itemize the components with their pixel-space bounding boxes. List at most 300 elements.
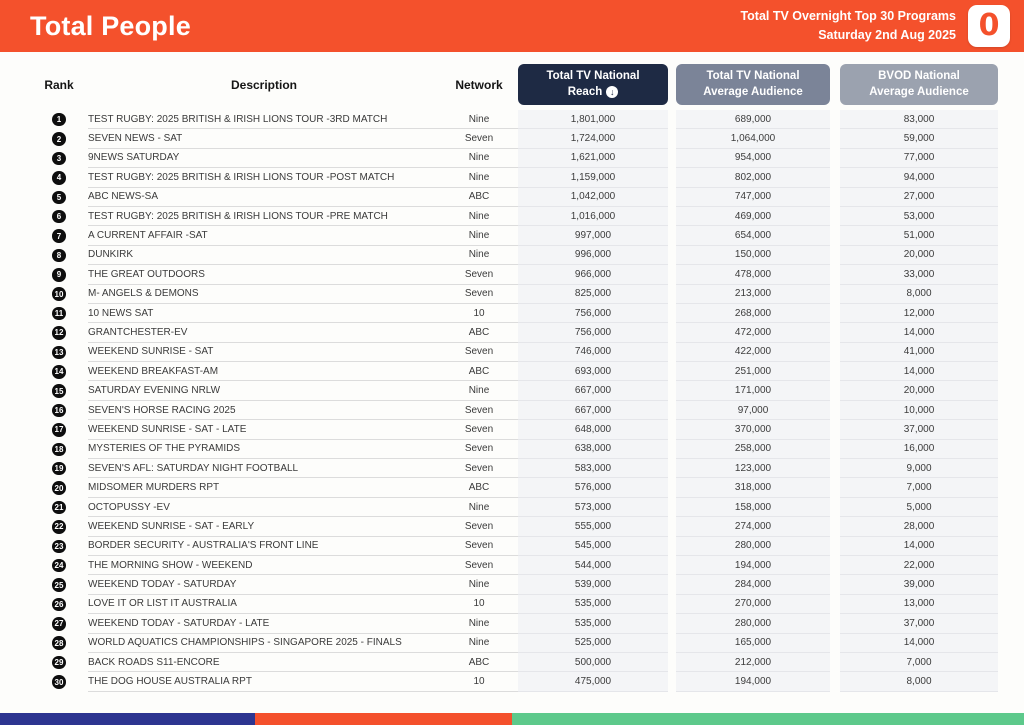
column-gutter bbox=[830, 459, 840, 478]
bvod-avg-audience-value: 27,000 bbox=[840, 188, 998, 207]
rank-cell bbox=[30, 498, 88, 517]
rank-cell bbox=[30, 265, 88, 284]
column-gutter bbox=[668, 226, 676, 245]
network-name: Seven bbox=[440, 265, 518, 284]
rank-badge: 17 bbox=[52, 423, 66, 437]
program-description: TEST RUGBY: 2025 BRITISH & IRISH LIONS TOUR -PRE MATCH bbox=[88, 207, 440, 226]
column-gutter bbox=[668, 304, 676, 323]
network-name: Seven bbox=[440, 129, 518, 148]
column-gutter bbox=[668, 285, 676, 304]
network-name: Seven bbox=[440, 556, 518, 575]
total-tv-reach-value: 1,016,000 bbox=[518, 207, 668, 226]
column-gutter bbox=[668, 672, 676, 691]
rank-cell bbox=[30, 478, 88, 497]
network-name: 10 bbox=[440, 672, 518, 691]
table-header-row bbox=[30, 62, 998, 107]
bvod-avg-audience-value: 20,000 bbox=[840, 381, 998, 400]
column-header-total-tv-reach[interactable] bbox=[518, 64, 668, 105]
program-description: WEEKEND TODAY - SATURDAY bbox=[88, 575, 440, 594]
total-tv-reach-value: 693,000 bbox=[518, 362, 668, 381]
column-gutter bbox=[830, 188, 840, 207]
table-row bbox=[30, 343, 998, 362]
table-row bbox=[30, 188, 998, 207]
column-gutter bbox=[830, 575, 840, 594]
bvod-avg-audience-value: 33,000 bbox=[840, 265, 998, 284]
column-header-total-tv-avg-audience bbox=[676, 64, 830, 105]
header-bar bbox=[0, 0, 1024, 52]
table-row bbox=[30, 265, 998, 284]
program-description: THE GREAT OUTDOORS bbox=[88, 265, 440, 284]
total-tv-reach-value: 966,000 bbox=[518, 265, 668, 284]
network-name: ABC bbox=[440, 323, 518, 342]
total-tv-reach-value: 475,000 bbox=[518, 672, 668, 691]
table-row bbox=[30, 575, 998, 594]
column-gutter bbox=[668, 575, 676, 594]
column-gutter bbox=[668, 478, 676, 497]
program-description: DUNKIRK bbox=[88, 246, 440, 265]
network-name: Nine bbox=[440, 226, 518, 245]
rank-cell bbox=[30, 149, 88, 168]
total-tv-reach-value: 756,000 bbox=[518, 323, 668, 342]
total-tv-avg-audience-value: 469,000 bbox=[676, 207, 830, 226]
column-gutter bbox=[668, 614, 676, 633]
rank-badge: 13 bbox=[52, 346, 66, 360]
report-subtitle-line1: Total TV Overnight Top 30 Programs bbox=[740, 9, 956, 24]
total-tv-avg-audience-value: 1,064,000 bbox=[676, 129, 830, 148]
total-tv-avg-audience-value: 318,000 bbox=[676, 478, 830, 497]
report-subtitle bbox=[740, 7, 956, 45]
table-row bbox=[30, 653, 998, 672]
column-gutter bbox=[668, 498, 676, 517]
total-tv-avg-audience-value: 274,000 bbox=[676, 517, 830, 536]
table-row bbox=[30, 362, 998, 381]
column-header-description: Description bbox=[230, 77, 297, 92]
table-row bbox=[30, 595, 998, 614]
footer-color-bar bbox=[0, 713, 1024, 725]
column-gutter bbox=[830, 381, 840, 400]
column-gutter bbox=[830, 653, 840, 672]
column-gutter bbox=[830, 420, 840, 439]
bvod-avg-audience-value: 77,000 bbox=[840, 149, 998, 168]
rank-cell bbox=[30, 226, 88, 245]
network-name: 10 bbox=[440, 595, 518, 614]
total-tv-avg-audience-value: 284,000 bbox=[676, 575, 830, 594]
total-tv-reach-value: 535,000 bbox=[518, 614, 668, 633]
reach-header-line1: Total TV National bbox=[546, 69, 640, 82]
total-tv-avg-audience-value: 422,000 bbox=[676, 343, 830, 362]
network-name: Seven bbox=[440, 440, 518, 459]
program-description: BACK ROADS S11-ENCORE bbox=[88, 653, 440, 672]
rank-badge: 26 bbox=[52, 598, 66, 612]
rank-cell bbox=[30, 614, 88, 633]
column-gutter bbox=[830, 517, 840, 536]
total-tv-reach-value: 1,042,000 bbox=[518, 188, 668, 207]
program-description: 10 NEWS SAT bbox=[88, 304, 440, 323]
bvod-header-line1: BVOD National bbox=[878, 69, 960, 82]
program-description: TEST RUGBY: 2025 BRITISH & IRISH LIONS TOUR -3RD MATCH bbox=[88, 110, 440, 129]
table-row bbox=[30, 614, 998, 633]
total-tv-avg-audience-value: 165,000 bbox=[676, 634, 830, 653]
network-name: ABC bbox=[440, 653, 518, 672]
rank-cell bbox=[30, 129, 88, 148]
column-gutter bbox=[668, 595, 676, 614]
table-row bbox=[30, 323, 998, 342]
table-row bbox=[30, 246, 998, 265]
rank-cell bbox=[30, 304, 88, 323]
total-tv-reach-value: 667,000 bbox=[518, 381, 668, 400]
table-row bbox=[30, 672, 998, 691]
rank-badge: 30 bbox=[52, 675, 66, 689]
network-name: Nine bbox=[440, 246, 518, 265]
total-tv-avg-audience-value: 689,000 bbox=[676, 110, 830, 129]
header-right bbox=[740, 5, 1010, 47]
rank-badge: 8 bbox=[52, 249, 66, 263]
program-description: SEVEN'S HORSE RACING 2025 bbox=[88, 401, 440, 420]
network-name: Seven bbox=[440, 420, 518, 439]
reach-header-label: Reach bbox=[567, 85, 603, 98]
column-gutter bbox=[830, 323, 840, 342]
column-gutter bbox=[830, 401, 840, 420]
column-gutter bbox=[830, 672, 840, 691]
column-gutter bbox=[668, 129, 676, 148]
rank-badge: 10 bbox=[52, 287, 66, 301]
rank-badge: 21 bbox=[52, 501, 66, 515]
program-description: BORDER SECURITY - AUSTRALIA'S FRONT LINE bbox=[88, 537, 440, 556]
rank-badge: 15 bbox=[52, 384, 66, 398]
column-gutter bbox=[668, 517, 676, 536]
rank-cell bbox=[30, 285, 88, 304]
column-gutter bbox=[668, 537, 676, 556]
column-gutter bbox=[830, 246, 840, 265]
program-description: THE DOG HOUSE AUSTRALIA RPT bbox=[88, 672, 440, 691]
network-name: Nine bbox=[440, 575, 518, 594]
column-gutter bbox=[668, 110, 676, 129]
total-tv-avg-audience-value: 268,000 bbox=[676, 304, 830, 323]
rank-badge: 9 bbox=[52, 268, 66, 282]
oztam-logo bbox=[968, 5, 1010, 47]
bvod-avg-audience-value: 37,000 bbox=[840, 614, 998, 633]
rank-cell bbox=[30, 401, 88, 420]
table-row bbox=[30, 168, 998, 187]
rank-badge: 5 bbox=[52, 191, 66, 205]
rank-badge: 1 bbox=[52, 113, 66, 127]
network-name: Nine bbox=[440, 498, 518, 517]
column-gutter bbox=[668, 556, 676, 575]
rank-cell bbox=[30, 420, 88, 439]
total-tv-avg-audience-value: 158,000 bbox=[676, 498, 830, 517]
column-gutter bbox=[668, 381, 676, 400]
table-row bbox=[30, 420, 998, 439]
table-row bbox=[30, 517, 998, 536]
column-gutter bbox=[668, 207, 676, 226]
total-tv-avg-audience-value: 123,000 bbox=[676, 459, 830, 478]
rank-badge: 3 bbox=[52, 152, 66, 166]
table-row bbox=[30, 149, 998, 168]
reach-header-line2 bbox=[568, 85, 619, 101]
rank-cell bbox=[30, 207, 88, 226]
rank-cell bbox=[30, 556, 88, 575]
total-tv-reach-value: 746,000 bbox=[518, 343, 668, 362]
column-gutter bbox=[668, 420, 676, 439]
total-tv-avg-audience-value: 194,000 bbox=[676, 672, 830, 691]
total-tv-reach-value: 544,000 bbox=[518, 556, 668, 575]
rank-cell bbox=[30, 343, 88, 362]
total-tv-reach-value: 996,000 bbox=[518, 246, 668, 265]
table-row bbox=[30, 478, 998, 497]
total-tv-reach-value: 638,000 bbox=[518, 440, 668, 459]
rank-badge: 28 bbox=[52, 636, 66, 650]
total-tv-reach-value: 535,000 bbox=[518, 595, 668, 614]
bvod-header-line2: Average Audience bbox=[869, 85, 969, 98]
column-gutter bbox=[668, 401, 676, 420]
program-description: M- ANGELS & DEMONS bbox=[88, 285, 440, 304]
network-name: Seven bbox=[440, 401, 518, 420]
table-row bbox=[30, 459, 998, 478]
rank-badge: 16 bbox=[52, 404, 66, 418]
network-name: Seven bbox=[440, 537, 518, 556]
column-gutter bbox=[668, 62, 676, 107]
bvod-avg-audience-value: 83,000 bbox=[840, 110, 998, 129]
report-subtitle-line2: Saturday 2nd Aug 2025 bbox=[818, 28, 956, 42]
total-tv-avg-audience-value: 171,000 bbox=[676, 381, 830, 400]
column-gutter bbox=[830, 265, 840, 284]
network-name: ABC bbox=[440, 362, 518, 381]
bvod-avg-audience-value: 94,000 bbox=[840, 168, 998, 187]
bvod-avg-audience-value: 20,000 bbox=[840, 246, 998, 265]
network-name: Nine bbox=[440, 634, 518, 653]
rank-cell bbox=[30, 459, 88, 478]
total-tv-avg-audience-value: 251,000 bbox=[676, 362, 830, 381]
program-description: WEEKEND BREAKFAST-AM bbox=[88, 362, 440, 381]
rank-cell bbox=[30, 381, 88, 400]
network-name: Nine bbox=[440, 207, 518, 226]
program-description: TEST RUGBY: 2025 BRITISH & IRISH LIONS TOUR -POST MATCH bbox=[88, 168, 440, 187]
column-gutter bbox=[668, 188, 676, 207]
table-row bbox=[30, 285, 998, 304]
total-tv-reach-value: 1,159,000 bbox=[518, 168, 668, 187]
rank-cell bbox=[30, 517, 88, 536]
total-tv-reach-value: 1,801,000 bbox=[518, 110, 668, 129]
program-description: SATURDAY EVENING NRLW bbox=[88, 381, 440, 400]
column-gutter bbox=[830, 343, 840, 362]
rank-badge: 12 bbox=[52, 326, 66, 340]
bvod-avg-audience-value: 53,000 bbox=[840, 207, 998, 226]
footer-segment-navy bbox=[0, 713, 255, 725]
total-tv-reach-value: 756,000 bbox=[518, 304, 668, 323]
table-body bbox=[30, 110, 998, 692]
column-gutter bbox=[830, 634, 840, 653]
column-gutter bbox=[830, 207, 840, 226]
bvod-avg-audience-value: 13,000 bbox=[840, 595, 998, 614]
rank-cell bbox=[30, 672, 88, 691]
column-gutter bbox=[830, 110, 840, 129]
network-name: Nine bbox=[440, 614, 518, 633]
total-tv-avg-audience-value: 212,000 bbox=[676, 653, 830, 672]
column-gutter bbox=[830, 362, 840, 381]
rank-badge: 14 bbox=[52, 365, 66, 379]
page-title: Total People bbox=[30, 10, 191, 41]
table-row bbox=[30, 537, 998, 556]
rank-badge: 19 bbox=[52, 462, 66, 476]
footer-segment-green bbox=[512, 713, 1024, 725]
bvod-avg-audience-value: 9,000 bbox=[840, 459, 998, 478]
table-row bbox=[30, 556, 998, 575]
column-header-network: Network bbox=[455, 77, 503, 92]
bvod-avg-audience-value: 59,000 bbox=[840, 129, 998, 148]
network-name: Seven bbox=[440, 285, 518, 304]
table-row bbox=[30, 207, 998, 226]
total-tv-avg-audience-value: 213,000 bbox=[676, 285, 830, 304]
total-tv-avg-audience-value: 150,000 bbox=[676, 246, 830, 265]
total-tv-reach-value: 1,724,000 bbox=[518, 129, 668, 148]
column-gutter bbox=[668, 265, 676, 284]
bvod-avg-audience-value: 5,000 bbox=[840, 498, 998, 517]
total-tv-avg-audience-value: 97,000 bbox=[676, 401, 830, 420]
program-description: WEEKEND SUNRISE - SAT bbox=[88, 343, 440, 362]
column-gutter bbox=[830, 537, 840, 556]
sort-arrow-down-icon[interactable]: ↓ bbox=[606, 86, 618, 98]
rank-badge: 27 bbox=[52, 617, 66, 631]
program-description: GRANTCHESTER-EV bbox=[88, 323, 440, 342]
table-row bbox=[30, 381, 998, 400]
bvod-avg-audience-value: 22,000 bbox=[840, 556, 998, 575]
bvod-avg-audience-value: 41,000 bbox=[840, 343, 998, 362]
table-row bbox=[30, 440, 998, 459]
total-tv-avg-audience-value: 258,000 bbox=[676, 440, 830, 459]
column-gutter bbox=[830, 478, 840, 497]
total-tv-reach-value: 667,000 bbox=[518, 401, 668, 420]
total-tv-reach-value: 539,000 bbox=[518, 575, 668, 594]
rank-cell bbox=[30, 575, 88, 594]
table-row bbox=[30, 634, 998, 653]
total-tv-reach-value: 576,000 bbox=[518, 478, 668, 497]
column-gutter bbox=[668, 653, 676, 672]
program-description: WORLD AQUATICS CHAMPIONSHIPS - SINGAPORE 2025 - FINALS bbox=[88, 634, 440, 653]
column-gutter bbox=[830, 304, 840, 323]
rank-cell bbox=[30, 246, 88, 265]
total-tv-avg-audience-value: 280,000 bbox=[676, 614, 830, 633]
program-description: MIDSOMER MURDERS RPT bbox=[88, 478, 440, 497]
oztam-logo-glyph: 0 bbox=[978, 8, 1000, 43]
total-tv-reach-value: 1,621,000 bbox=[518, 149, 668, 168]
network-name: ABC bbox=[440, 188, 518, 207]
total-tv-reach-value: 500,000 bbox=[518, 653, 668, 672]
top30-table bbox=[30, 62, 998, 692]
total-tv-avg-audience-value: 472,000 bbox=[676, 323, 830, 342]
total-tv-avg-audience-value: 954,000 bbox=[676, 149, 830, 168]
program-description: THE MORNING SHOW - WEEKEND bbox=[88, 556, 440, 575]
rank-cell bbox=[30, 653, 88, 672]
avg-header-line2: Average Audience bbox=[703, 85, 803, 98]
table-row bbox=[30, 304, 998, 323]
bvod-avg-audience-value: 12,000 bbox=[840, 304, 998, 323]
rank-cell bbox=[30, 537, 88, 556]
bvod-avg-audience-value: 14,000 bbox=[840, 537, 998, 556]
network-name: Nine bbox=[440, 110, 518, 129]
program-description: SEVEN NEWS - SAT bbox=[88, 129, 440, 148]
table-row bbox=[30, 498, 998, 517]
total-tv-avg-audience-value: 270,000 bbox=[676, 595, 830, 614]
rank-cell bbox=[30, 110, 88, 129]
bvod-avg-audience-value: 16,000 bbox=[840, 440, 998, 459]
total-tv-avg-audience-value: 478,000 bbox=[676, 265, 830, 284]
table-row bbox=[30, 110, 998, 129]
total-tv-reach-value: 583,000 bbox=[518, 459, 668, 478]
bvod-avg-audience-value: 39,000 bbox=[840, 575, 998, 594]
rank-cell bbox=[30, 168, 88, 187]
program-description: WEEKEND TODAY - SATURDAY - LATE bbox=[88, 614, 440, 633]
rank-badge: 7 bbox=[52, 229, 66, 243]
column-gutter bbox=[830, 498, 840, 517]
program-description: WEEKEND SUNRISE - SAT - EARLY bbox=[88, 517, 440, 536]
rank-cell bbox=[30, 362, 88, 381]
rank-badge: 11 bbox=[52, 307, 66, 321]
total-tv-reach-value: 648,000 bbox=[518, 420, 668, 439]
column-gutter bbox=[668, 634, 676, 653]
total-tv-reach-value: 573,000 bbox=[518, 498, 668, 517]
column-gutter bbox=[830, 285, 840, 304]
bvod-avg-audience-value: 14,000 bbox=[840, 323, 998, 342]
rank-cell bbox=[30, 634, 88, 653]
total-tv-reach-value: 825,000 bbox=[518, 285, 668, 304]
bvod-avg-audience-value: 8,000 bbox=[840, 672, 998, 691]
column-gutter bbox=[668, 440, 676, 459]
network-name: 10 bbox=[440, 304, 518, 323]
column-gutter bbox=[830, 129, 840, 148]
network-name: Seven bbox=[440, 343, 518, 362]
bvod-avg-audience-value: 7,000 bbox=[840, 478, 998, 497]
bvod-avg-audience-value: 14,000 bbox=[840, 634, 998, 653]
table-row bbox=[30, 226, 998, 245]
bvod-avg-audience-value: 51,000 bbox=[840, 226, 998, 245]
total-tv-avg-audience-value: 654,000 bbox=[676, 226, 830, 245]
rank-badge: 4 bbox=[52, 171, 66, 185]
network-name: ABC bbox=[440, 478, 518, 497]
program-description: ABC NEWS-SA bbox=[88, 188, 440, 207]
column-gutter bbox=[830, 226, 840, 245]
program-description: MYSTERIES OF THE PYRAMIDS bbox=[88, 440, 440, 459]
network-name: Seven bbox=[440, 459, 518, 478]
bvod-avg-audience-value: 10,000 bbox=[840, 401, 998, 420]
rank-badge: 23 bbox=[52, 540, 66, 554]
column-gutter bbox=[668, 343, 676, 362]
rank-badge: 18 bbox=[52, 443, 66, 457]
column-gutter bbox=[830, 62, 840, 107]
column-gutter bbox=[830, 614, 840, 633]
rank-badge: 2 bbox=[52, 132, 66, 146]
rank-cell bbox=[30, 440, 88, 459]
bvod-avg-audience-value: 28,000 bbox=[840, 517, 998, 536]
network-name: Nine bbox=[440, 381, 518, 400]
total-tv-avg-audience-value: 194,000 bbox=[676, 556, 830, 575]
bvod-avg-audience-value: 7,000 bbox=[840, 653, 998, 672]
column-header-bvod-avg-audience bbox=[840, 64, 998, 105]
rank-badge: 24 bbox=[52, 559, 66, 573]
total-tv-reach-value: 545,000 bbox=[518, 537, 668, 556]
column-gutter bbox=[668, 459, 676, 478]
program-description: WEEKEND SUNRISE - SAT - LATE bbox=[88, 420, 440, 439]
total-tv-avg-audience-value: 747,000 bbox=[676, 188, 830, 207]
total-tv-avg-audience-value: 280,000 bbox=[676, 537, 830, 556]
network-name: Nine bbox=[440, 149, 518, 168]
column-gutter bbox=[668, 246, 676, 265]
rank-badge: 25 bbox=[52, 578, 66, 592]
column-gutter bbox=[830, 440, 840, 459]
column-gutter bbox=[668, 149, 676, 168]
column-gutter bbox=[668, 323, 676, 342]
column-gutter bbox=[668, 362, 676, 381]
column-gutter bbox=[830, 168, 840, 187]
